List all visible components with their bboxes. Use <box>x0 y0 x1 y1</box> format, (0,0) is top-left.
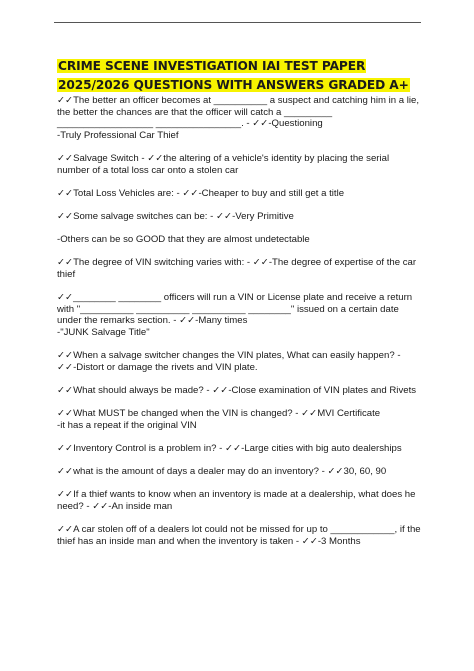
qa-item: ✓✓What should always be made? - ✓✓-Close examination of VIN plates and Rivets <box>57 384 417 396</box>
document-title <box>57 57 422 95</box>
qa-item: ✓✓When a salvage switcher changes the VIN plates, What can easily happen? - ✓✓-Distort or damage the rivets and VIN plate. <box>57 350 404 373</box>
qa-item: ✓✓Total Loss Vehicles are: - ✓✓-Cheaper to buy and still get a title <box>57 187 345 199</box>
document-body <box>57 57 422 559</box>
qa-item: ✓✓A car stolen off of a dealers lot could not be missed for up to ____________, if the thief has an inside man and when the inventory is taken - ✓✓-3 Months <box>57 523 424 547</box>
qa-item: ✓✓________ ________ officers will run a VIN or License plate and receive a return with "__________ __________ __________ ________" issued on a certain date under the remarks section. - ✓✓-Many times -"JUNK Salvage Title" <box>57 292 413 338</box>
qa-item: ✓✓The degree of VIN switching varies with: - ✓✓-The degree of expertise of the car thief <box>57 257 419 280</box>
qa-item: ✓✓The better an officer becomes at __________ a suspect and catching him in a lie, the better the chances are that the officer will catch a _________ __________________ ________________. - ✓✓-Questioning -Truly Professional Car Thief <box>57 95 420 141</box>
qa-item: ✓✓If a thief wants to know when an inventory is made at a dealership, what does he need? - ✓✓-An inside man <box>57 489 419 512</box>
qa-item: ✓✓Inventory Control is a problem in? - ✓✓-Large cities with big auto dealerships <box>57 442 402 454</box>
title-highlight: CRIME SCENE INVESTIGATION IAI TEST PAPER 2025/2026 QUESTIONS WITH ANSWERS GRADED A+ <box>58 59 409 92</box>
qa-item: ✓✓what is the amount of days a dealer may do an inventory? - ✓✓30, 60, 90 <box>57 466 387 477</box>
qa-item: ✓✓Some salvage switches can be: - ✓✓-Very Primitive <box>57 210 294 222</box>
top-divider <box>54 22 421 23</box>
qa-item: -Others can be so GOOD that they are almost undetectable <box>57 234 310 246</box>
qa-item: ✓✓Salvage Switch - ✓✓the altering of a vehicle's identity by placing the serial number of a total loss car onto a stolen car <box>57 152 392 176</box>
qa-item: ✓✓What MUST be changed when the VIN is changed? - ✓✓MVI Certificate -it has a repeat if the original VIN <box>57 408 381 431</box>
